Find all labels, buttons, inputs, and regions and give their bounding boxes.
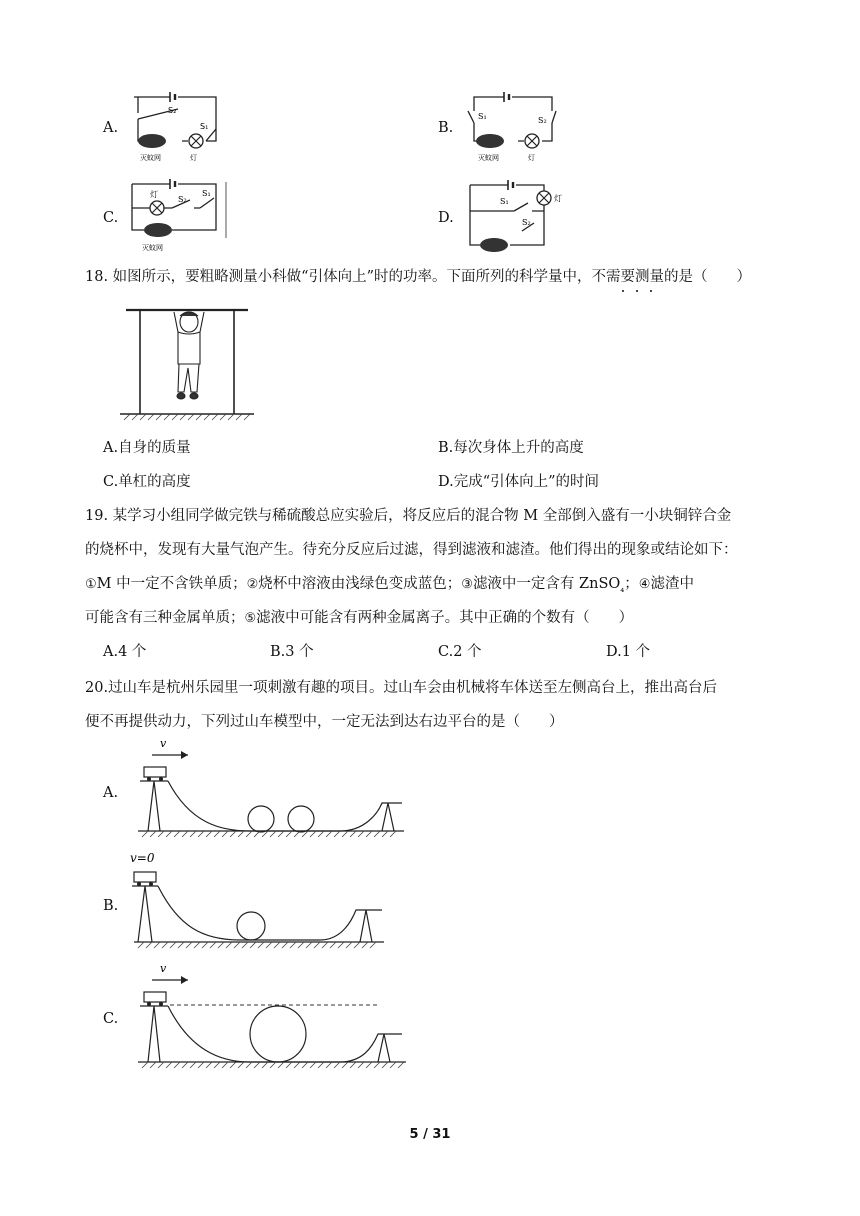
q17-b-device-1: 灭蚊网 <box>478 154 499 162</box>
q18-option-c: C.单杠的高度 <box>103 474 191 490</box>
q18-stem-after: 测量的是（ ） <box>635 269 751 285</box>
q20-coaster-b <box>130 850 390 954</box>
q20-coaster-a <box>130 733 410 843</box>
q18-option-a: A.自身的质量 <box>103 440 191 456</box>
q17-c-device-1: 灯 <box>150 190 158 199</box>
q17-a-s-label-2: S₁ <box>200 122 209 131</box>
q17-b-s-label-2: S₂ <box>538 116 547 125</box>
q20-option-a-letter: A. <box>103 785 119 801</box>
q19-line-4: 可能含有三种金属单质；⑤滤液中可能含有两种金属离子。其中正确的个数有（ ） <box>85 610 634 626</box>
q17-d-s-label-1: S₁ <box>500 197 509 206</box>
q18-emphasis: 不需要 <box>591 269 635 285</box>
q19-line-2: 的烧杯中，发现有大量气泡产生。待充分反应后过滤，得到滤液和滤渣。他们得出的现象或结论如下： <box>85 542 738 558</box>
circled-3: ③ <box>461 577 473 592</box>
circled-2: ② <box>246 577 259 592</box>
q18-pullup-figure <box>118 300 258 422</box>
q18-option-b: B.每次身体上升的高度 <box>438 440 584 456</box>
circled-4: ④ <box>638 577 651 592</box>
q17-c-device-2: 灭蚊网 <box>142 244 163 252</box>
q20-b-speed: v=0 <box>130 851 155 865</box>
q17-b-s-label-1: S₁ <box>478 112 487 121</box>
q17-c-s-label-1: S₂ <box>178 195 187 204</box>
q19-line-1: 19. 某学习小组同学做完铁与稀硫酸总应实验后，将反应后的混合物 M 全部倒入盛有一小块铜锌合金 <box>85 508 732 524</box>
q18-number: 18. <box>85 269 109 285</box>
q17-d-device-1: 灯 <box>554 194 562 203</box>
q19-option-b: B.3 个 <box>270 644 314 660</box>
q20-a-speed: v <box>160 737 167 750</box>
q17-circuit-a <box>130 89 220 165</box>
q17-circuit-c <box>128 178 230 256</box>
circled-5: ⑤ <box>244 611 257 626</box>
q18-stem <box>85 270 751 285</box>
q20-option-b-letter: B. <box>103 898 119 914</box>
q17-c-s-label-2: S₁ <box>202 189 211 198</box>
page-number: 5 / 31 <box>409 1127 451 1142</box>
q20-option-c-letter: C. <box>103 1011 119 1027</box>
q17-d-s-label-2: S₂ <box>522 218 531 227</box>
q17-a-device-1: 灭蚊网 <box>140 154 161 162</box>
q20-c-speed: v <box>160 962 167 975</box>
q19-line-3: ①M 中一定不含铁单质；②烧杯中溶液由浅绿色变成蓝色；③滤液中一定含有 ZnSO$_{_4}$；④滤渣中 <box>85 576 694 595</box>
q17-a-s-label-1: S₂ <box>168 106 177 115</box>
q19-option-d: D.1 个 <box>606 644 651 660</box>
q17-option-a-letter: A. <box>103 120 119 136</box>
q17-circuit-b <box>466 89 562 165</box>
q18-stem-before: 如图所示，要粗略测量小科做“引体向上”时的功率。下面所列的科学量中， <box>112 269 592 285</box>
q20-line-2: 便不再提供动力，下列过山车模型中，一定无法到达右边平台的是（ ） <box>85 714 564 730</box>
q17-circuit-d <box>464 177 574 257</box>
q19-option-c: C.2 个 <box>438 644 482 660</box>
q17-a-device-2: 灯 <box>190 154 197 162</box>
q20-line-1: 20.过山车是杭州乐园里一项刺激有趣的项目。过山车会由机械将车体送至左侧高台上，推出高台后 <box>85 680 718 696</box>
circled-1: ① <box>85 577 97 592</box>
q17-option-d-letter: D. <box>438 210 454 226</box>
q20-coaster-c <box>130 960 412 1070</box>
q17-option-c-letter: C. <box>103 210 119 226</box>
q18-option-d: D.完成“引体向上”的时间 <box>438 474 600 490</box>
q17-option-b-letter: B. <box>438 120 454 136</box>
q17-b-device-2: 灯 <box>528 154 535 162</box>
q19-option-a: A.4 个 <box>103 644 147 660</box>
